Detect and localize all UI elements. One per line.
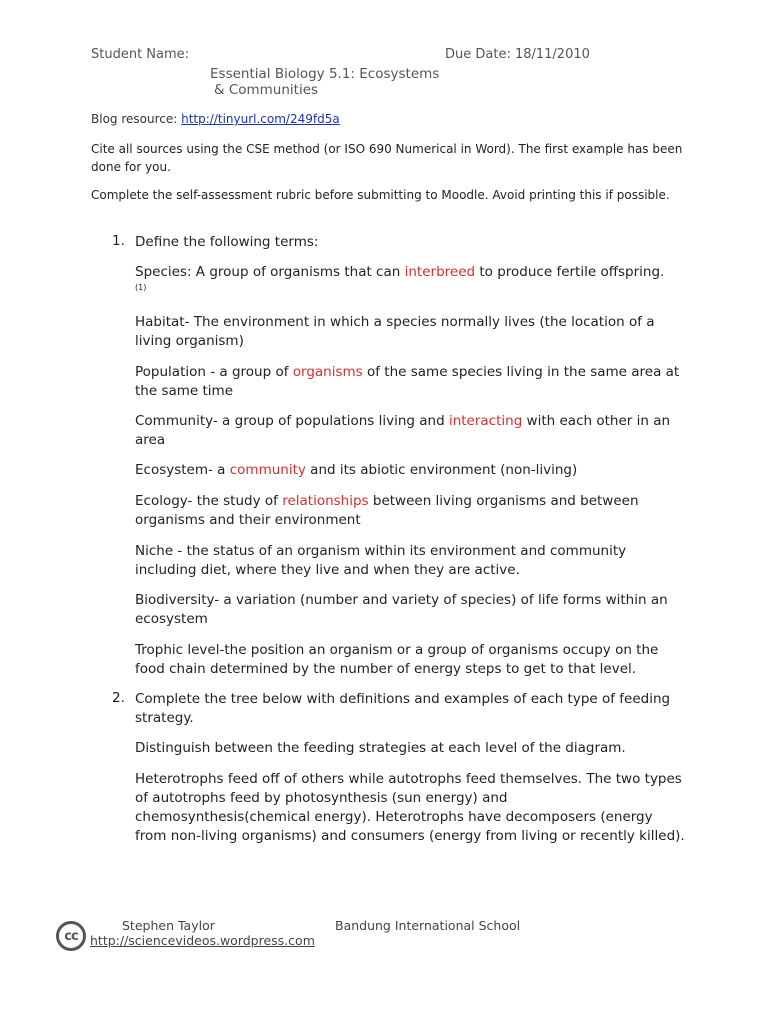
blog-resource-label: Blog resource: [91,112,182,126]
species-highlight: interbreed [404,264,476,280]
species-text-end: to produce fertile offspring. [475,264,665,280]
definition-ecosystem [135,461,685,480]
community-highlight: interacting [448,413,523,429]
definition-community [135,412,685,450]
definition-population [135,363,685,401]
community-text: Community- a group of populations living and [135,413,449,429]
document-title-line2: & Communities [214,82,319,98]
definition-niche: Niche - the status of an organism within its environment and community including diet, where they live and when they are active. [135,543,627,578]
rubric-instructions: Complete the self-assessment rubric before submitting to Moodle. Avoid printing this if possible. [91,188,670,202]
blog-resource-link[interactable]: http://tinyurl.com/249fd5a [181,112,340,126]
question-2-text: Complete the tree below with definitions and examples of each type of feeding strategy. [135,691,671,726]
ecosystem-text: Ecosystem- a [135,462,230,478]
footer-site-link[interactable]: http://sciencevideos.wordpress.com [90,933,315,948]
species-citation: (1) [135,283,147,292]
definition-ecology [135,492,685,530]
community-text-end: with each other in an area [135,413,671,448]
definition-habitat: Habitat- The environment in which a species normally lives (the location of a living organism) [135,314,655,349]
question-1-text: Define the following terms: [135,234,319,250]
population-highlight: organisms [292,364,363,380]
citation-instructions: Cite all sources using the CSE method (or ISO 690 Numerical in Word). The first example has been done for you. [91,142,683,174]
ecology-text: Ecology- the study of [135,493,283,509]
distinguish-instruction: Distinguish between the feeding strategies at each level of the diagram. [135,740,626,756]
blog-resource [91,112,340,126]
student-name-label: Student Name: [91,47,190,62]
document-title-line1: Essential Biology 5.1: Ecosystems [210,66,440,82]
ecosystem-text-end: and its abiotic environment (non-living) [305,462,578,478]
question-1-number: 1. [112,233,125,249]
population-text-end: of the same species living in the same area at the same time [135,364,680,399]
population-text: Population - a group of [135,364,293,380]
definition-trophic-level: Trophic level-the position an organism or a group of organisms occupy on the food chain determined by the number of energy steps to get to that level. [135,642,659,677]
definition-biodiversity: Biodiversity- a variation (number and variety of species) of life forms within an ecosystem [135,592,668,627]
due-date: Due Date: 18/11/2010 [445,47,590,62]
ecology-highlight: relationships [282,493,369,509]
species-text: Species: A group of organisms that can [135,264,405,280]
footer-school: Bandung International School [335,918,521,933]
footer-author: Stephen Taylor [122,918,215,933]
question-2-number: 2. [112,690,125,706]
ecosystem-highlight: community [229,462,306,478]
feeding-strategy-answer: Heterotrophs feed off of others while autotrophs feed themselves. The two types of autotrophs feed by photosynthesis (sun energy) and chemosynthesis(chemical energy). Heterotrophs have decomposers (energy from non-living organisms) and consumers (energy from living or recently killed). [135,771,685,844]
ecology-text-end: between living organisms and between organisms and their environment [135,493,639,528]
creative-commons-icon: cc [56,921,86,951]
definition-species [135,263,685,282]
